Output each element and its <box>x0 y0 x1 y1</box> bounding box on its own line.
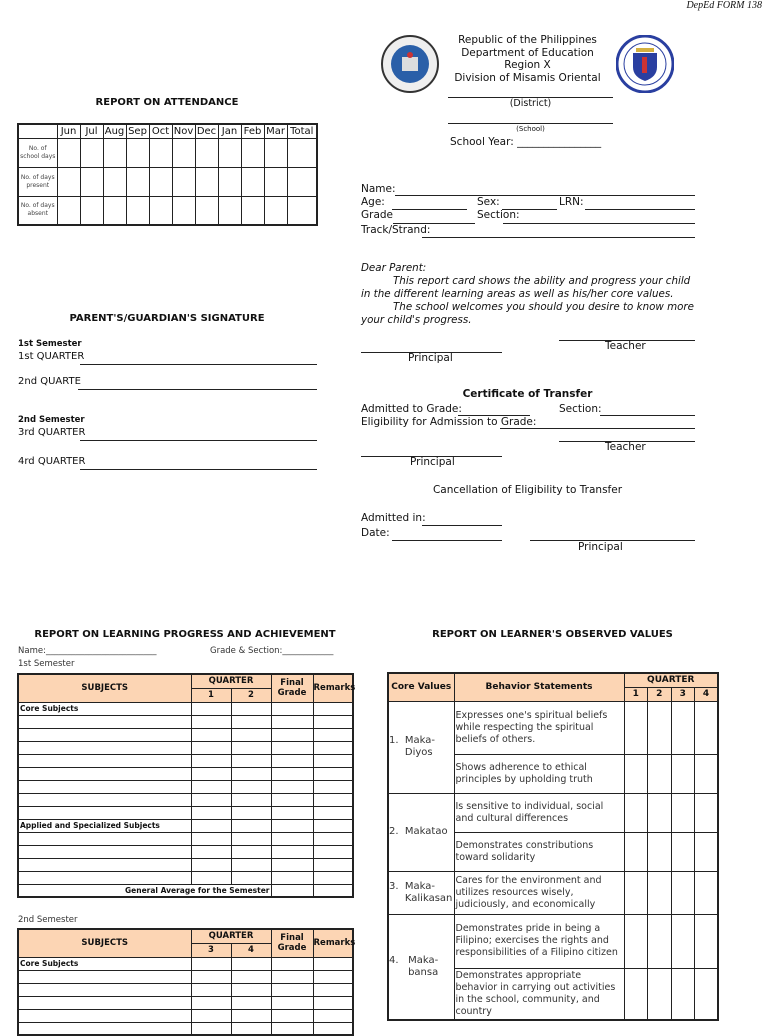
subject-row <box>18 806 353 819</box>
subject-row <box>18 983 353 996</box>
transfer-section-field[interactable] <box>600 415 695 416</box>
grade-cell[interactable] <box>231 780 271 793</box>
rating-cell[interactable] <box>671 968 695 1020</box>
grade-cell[interactable] <box>231 858 271 871</box>
principal-label: Principal <box>408 352 453 364</box>
grade-cell[interactable] <box>191 832 231 845</box>
letter-p2a: The school welcomes you should you desire to know more <box>393 301 694 313</box>
grade-cell[interactable] <box>271 819 313 832</box>
quarter-header: QUARTER <box>191 929 271 943</box>
quarter-number: 4 <box>695 687 719 701</box>
parent-signature-title: PARENT'S/GUARDIAN'S SIGNATURE <box>69 313 265 324</box>
rating-cell[interactable] <box>671 871 695 914</box>
grade-cell[interactable] <box>271 996 313 1009</box>
rating-cell[interactable] <box>648 968 672 1020</box>
grade-cell[interactable] <box>191 845 231 858</box>
subject-row <box>18 884 353 897</box>
grade-cell[interactable] <box>191 780 231 793</box>
month-header: Total <box>287 124 317 138</box>
rating-cell[interactable] <box>624 968 648 1020</box>
month-header: Jan <box>218 124 241 138</box>
grade-cell[interactable] <box>271 832 313 845</box>
month-header: Sep <box>126 124 149 138</box>
letter-greeting: Dear Parent: <box>361 262 427 274</box>
grade-cell[interactable] <box>313 754 353 767</box>
transfer-section-label: Section: <box>559 403 602 415</box>
header-department: Department of Education <box>461 46 594 59</box>
school-year[interactable]: School Year: ________________ <box>450 136 602 148</box>
month-header: Jul <box>80 124 103 138</box>
month-header: Feb <box>241 124 264 138</box>
behavior-statement: Shows adherence to ethical principles by upholding truth <box>454 754 624 793</box>
attendance-cell[interactable] <box>172 196 195 225</box>
attendance-cell[interactable] <box>126 167 149 196</box>
sem1-progress-label: 1st Semester <box>18 659 75 669</box>
grade-cell[interactable] <box>271 728 313 741</box>
month-header: Mar <box>264 124 287 138</box>
value-row <box>388 793 718 832</box>
attendance-cell[interactable] <box>241 167 264 196</box>
subjects-header: SUBJECTS <box>18 674 191 702</box>
subject-row <box>18 780 353 793</box>
q2-signature-line[interactable] <box>78 389 317 390</box>
month-header: Aug <box>104 125 125 137</box>
age-label: Age: <box>361 196 385 208</box>
final-grade-header: Final Grade <box>271 674 313 702</box>
grade-cell[interactable] <box>271 754 313 767</box>
attendance-cell[interactable] <box>57 138 80 167</box>
rating-cell[interactable] <box>695 832 719 871</box>
grade-cell[interactable] <box>231 793 271 806</box>
subject-cell[interactable] <box>18 767 191 780</box>
subject-cell[interactable] <box>18 970 191 983</box>
attendance-cell[interactable] <box>149 138 172 167</box>
rating-cell[interactable] <box>671 701 695 754</box>
grade-cell[interactable] <box>271 871 313 884</box>
attendance-cell[interactable] <box>195 138 218 167</box>
grade-cell[interactable] <box>231 702 271 715</box>
cancellation-title: Cancellation of Eligibility to Transfer <box>432 484 623 496</box>
sem1-grades-table <box>17 673 354 898</box>
grade-cell[interactable] <box>313 728 353 741</box>
subject-row <box>18 767 353 780</box>
value-row <box>388 701 718 754</box>
values-title: REPORT ON LEARNER'S OBSERVED VALUES <box>432 629 673 640</box>
admitted-in-label: Admitted in: <box>361 512 426 524</box>
subject-cell[interactable] <box>18 741 191 754</box>
grade-cell[interactable] <box>271 957 313 970</box>
grade-cell[interactable] <box>231 996 271 1009</box>
grade-cell[interactable] <box>313 832 353 845</box>
subject-row <box>18 996 353 1009</box>
attendance-cell[interactable] <box>195 167 218 196</box>
subject-cell[interactable] <box>18 871 191 884</box>
attendance-cell[interactable] <box>103 138 126 167</box>
grade-cell[interactable] <box>271 793 313 806</box>
grade-cell[interactable] <box>271 845 313 858</box>
grade-cell[interactable] <box>191 871 231 884</box>
subject-row <box>18 741 353 754</box>
progress-name[interactable]: Name:__________________________ <box>18 646 157 656</box>
applied-label: Applied and Specialized Subjects <box>18 819 191 832</box>
subject-cell[interactable] <box>18 845 191 858</box>
attendance-cell[interactable] <box>126 196 149 225</box>
grade-cell[interactable] <box>191 858 231 871</box>
grade-cell[interactable] <box>191 754 231 767</box>
quarter-number: 1 <box>191 688 231 702</box>
values-quarter-header: QUARTER <box>624 673 718 687</box>
date-label: Date: <box>361 527 390 539</box>
subject-row <box>18 871 353 884</box>
subject-cell[interactable] <box>18 754 191 767</box>
attendance-row <box>18 196 317 225</box>
grade-cell[interactable] <box>231 871 271 884</box>
transfer-teacher-label: Teacher <box>605 441 646 453</box>
subject-cell[interactable] <box>18 806 191 819</box>
grade-cell[interactable] <box>271 741 313 754</box>
sem2-progress-label: 2nd Semester <box>18 915 78 925</box>
age-field[interactable] <box>392 209 467 210</box>
rating-cell[interactable] <box>648 832 672 871</box>
rating-cell[interactable] <box>695 701 719 754</box>
rating-cell[interactable] <box>671 832 695 871</box>
quarter-number: 3 <box>191 943 231 957</box>
remarks-header: Remarks <box>313 929 353 957</box>
q3-label: 3rd QUARTER <box>18 427 86 438</box>
core-label: Core Subjects <box>18 957 191 970</box>
grade-cell[interactable] <box>271 983 313 996</box>
attendance-row <box>18 138 317 167</box>
grade-cell[interactable] <box>313 780 353 793</box>
attendance-cell[interactable] <box>264 167 287 196</box>
subject-cell[interactable] <box>18 832 191 845</box>
grade-cell[interactable] <box>313 983 353 996</box>
rating-cell[interactable] <box>671 914 695 968</box>
subject-cell[interactable] <box>18 715 191 728</box>
grade-cell[interactable] <box>271 1009 313 1022</box>
attendance-cell[interactable] <box>287 167 317 196</box>
core-value-label: 2. Makatao <box>388 793 454 871</box>
attendance-cell[interactable] <box>195 196 218 225</box>
grade-cell[interactable] <box>231 806 271 819</box>
grade-cell[interactable] <box>231 1009 271 1022</box>
grade-cell[interactable] <box>231 845 271 858</box>
value-row <box>388 914 718 968</box>
behavior-statement: Cares for the environment and utilizes resources wisely, judiciously, and economically <box>454 871 624 914</box>
q2-label: 2nd QUARTE <box>18 376 81 387</box>
attendance-cell[interactable] <box>80 196 103 225</box>
grade-cell[interactable] <box>191 1009 231 1022</box>
attendance-cell[interactable] <box>287 196 317 225</box>
header-republic: Republic of the Philippines <box>458 34 597 46</box>
subject-row <box>18 715 353 728</box>
behavior-statement: Is sensitive to individual, social and cultural differences <box>454 793 624 832</box>
eligibility-field[interactable] <box>500 428 695 429</box>
behavior-header: Behavior Statements <box>454 673 624 701</box>
core-value-label: 3. Maka- Kalikasan <box>388 871 454 914</box>
core-value-label: 4. Maka- bansa <box>388 914 454 1020</box>
behavior-statement: Demonstrates pride in being a Filipino; exercises the rights and responsibilities of a Filipino citizen <box>454 914 624 968</box>
q1-label: 1st QUARTER <box>18 351 85 362</box>
subject-row <box>18 728 353 741</box>
section-label: Section: <box>477 209 520 221</box>
attendance-cell[interactable] <box>80 167 103 196</box>
q4-label: 4rd QUARTER <box>18 456 86 467</box>
month-header: Nov <box>173 125 194 137</box>
grade-cell[interactable] <box>313 819 353 832</box>
subject-cell[interactable] <box>18 728 191 741</box>
grade-cell[interactable] <box>191 715 231 728</box>
sem2-grades-table <box>17 928 354 1036</box>
subject-row <box>18 832 353 845</box>
grade-cell[interactable] <box>313 871 353 884</box>
grade-cell[interactable] <box>191 957 231 970</box>
grade-cell[interactable] <box>271 780 313 793</box>
grade-cell[interactable] <box>191 767 231 780</box>
subject-cell[interactable] <box>18 858 191 871</box>
subject-row <box>18 754 353 767</box>
remarks-header: Remarks <box>313 674 353 702</box>
attendance-title: REPORT ON ATTENDANCE <box>95 97 239 108</box>
attendance-cell[interactable] <box>80 138 103 167</box>
attendance-cell[interactable] <box>264 196 287 225</box>
header-region: Region X <box>504 59 551 72</box>
transfer-title: Certificate of Transfer <box>462 388 593 400</box>
rating-cell[interactable] <box>695 914 719 968</box>
grade-cell[interactable] <box>231 983 271 996</box>
attendance-cell[interactable] <box>218 196 241 225</box>
grade-cell[interactable] <box>313 715 353 728</box>
rating-cell[interactable] <box>624 793 648 832</box>
letter-p1b: in the different learning areas as well as his/her core values. <box>361 288 674 300</box>
attendance-cell[interactable] <box>287 138 317 167</box>
letter-p1a: This report card shows the ability and progress your child <box>393 275 691 287</box>
sex-label: Sex: <box>477 196 500 208</box>
subject-row <box>18 702 353 715</box>
subject-row <box>18 957 353 970</box>
attendance-cell[interactable] <box>218 167 241 196</box>
grade-cell[interactable] <box>191 983 231 996</box>
attendance-cell[interactable] <box>103 167 126 196</box>
form-id: DepEd FORM 138 <box>686 0 762 11</box>
grade-cell[interactable] <box>191 819 231 832</box>
grade-cell[interactable] <box>271 715 313 728</box>
subject-cell[interactable] <box>18 793 191 806</box>
attendance-cell[interactable] <box>172 138 195 167</box>
rating-cell[interactable] <box>648 754 672 793</box>
rating-cell[interactable] <box>695 968 719 1020</box>
subject-row <box>18 819 353 832</box>
grade-cell[interactable] <box>313 793 353 806</box>
rating-cell[interactable] <box>648 793 672 832</box>
attendance-cell[interactable] <box>57 196 80 225</box>
letter-p2b: your child's progress. <box>361 314 472 326</box>
grade-cell[interactable] <box>313 702 353 715</box>
attendance-row-label: No. of days absent <box>18 196 57 225</box>
date-field[interactable] <box>392 540 502 541</box>
rating-cell[interactable] <box>671 754 695 793</box>
progress-title: REPORT ON LEARNING PROGRESS AND ACHIEVEMENT <box>34 629 336 640</box>
rating-cell[interactable] <box>624 754 648 793</box>
q1-signature-line[interactable] <box>80 364 317 365</box>
behavior-statement: Expresses one's spiritual beliefs while respecting the spiritual beliefs of others. <box>454 701 624 754</box>
grade-cell[interactable] <box>313 767 353 780</box>
attendance-cell[interactable] <box>149 167 172 196</box>
grade-cell[interactable] <box>231 957 271 970</box>
subject-row <box>18 970 353 983</box>
attendance-cell[interactable] <box>264 138 287 167</box>
value-row <box>388 871 718 914</box>
progress-grade-section[interactable]: Grade & Section:____________ <box>210 646 334 656</box>
grade-cell[interactable] <box>271 806 313 819</box>
rating-cell[interactable] <box>624 914 648 968</box>
grade-cell[interactable] <box>191 970 231 983</box>
grade-cell[interactable] <box>313 1009 353 1022</box>
attendance-row <box>18 167 317 196</box>
grade-cell[interactable] <box>231 832 271 845</box>
rating-cell[interactable] <box>648 914 672 968</box>
grade-cell[interactable] <box>231 970 271 983</box>
sem1-label: 1st Semester <box>18 339 82 349</box>
general-average-label: General Average for the Semester <box>18 884 271 897</box>
rating-cell[interactable] <box>695 754 719 793</box>
grade-cell[interactable] <box>191 741 231 754</box>
attendance-cell[interactable] <box>218 138 241 167</box>
grade-cell[interactable] <box>271 858 313 871</box>
rating-cell[interactable] <box>695 793 719 832</box>
grade-cell[interactable] <box>231 741 271 754</box>
subjects-header: SUBJECTS <box>18 929 191 957</box>
behavior-statement: Demonstrates constributions toward solidarity <box>454 832 624 871</box>
school-line[interactable] <box>448 123 613 124</box>
subject-row <box>18 845 353 858</box>
grade-cell[interactable] <box>191 728 231 741</box>
attendance-row-label: No. of school days <box>18 138 57 167</box>
quarter-number: 4 <box>231 943 271 957</box>
grade-cell[interactable] <box>231 767 271 780</box>
quarter-number: 2 <box>648 687 672 701</box>
track-label: Track/Strand: <box>361 224 431 236</box>
subject-cell[interactable] <box>18 983 191 996</box>
attendance-cell[interactable] <box>241 138 264 167</box>
subject-row <box>18 793 353 806</box>
attendance-corner <box>18 124 57 138</box>
behavior-statement: Demonstrates appropriate behavior in carrying out activities in the school, community, and country <box>454 968 624 1020</box>
attendance-cell[interactable] <box>241 196 264 225</box>
quarter-number: 3 <box>671 687 695 701</box>
grade-cell[interactable] <box>313 858 353 871</box>
district-label: (District) <box>509 98 552 109</box>
core-label: Core Subjects <box>18 702 191 715</box>
grade-cell[interactable] <box>191 702 231 715</box>
subject-cell[interactable] <box>18 780 191 793</box>
subject-cell[interactable] <box>18 1009 191 1022</box>
rating-cell[interactable] <box>695 871 719 914</box>
final-grade-header: Final Grade <box>271 929 313 957</box>
transfer-principal-label: Principal <box>410 456 455 468</box>
rating-cell[interactable] <box>624 701 648 754</box>
grade-cell[interactable] <box>231 715 271 728</box>
grade-cell[interactable] <box>231 819 271 832</box>
grade-cell[interactable] <box>191 793 231 806</box>
name-label: Name: <box>361 183 396 195</box>
cancel-principal-label: Principal <box>578 541 623 553</box>
grade-label: Grade <box>361 209 394 221</box>
month-header: Dec <box>196 125 217 137</box>
grade-cell[interactable] <box>313 996 353 1009</box>
q4-signature-line[interactable] <box>80 469 317 470</box>
school-label: (School) <box>516 125 545 133</box>
lrn-label: LRN: <box>559 196 584 208</box>
observed-values-table <box>387 672 719 1021</box>
attendance-cell[interactable] <box>103 196 126 225</box>
grade-cell[interactable] <box>271 767 313 780</box>
quarter-number: 1 <box>624 687 648 701</box>
grade-cell[interactable] <box>271 884 313 897</box>
rating-cell[interactable] <box>624 871 648 914</box>
attendance-row-label: No. of days present <box>18 167 57 196</box>
grade-cell[interactable] <box>313 884 353 897</box>
eligibility-label: Eligibility for Admission to Grade: <box>361 416 537 428</box>
grade-cell[interactable] <box>313 970 353 983</box>
core-value-label: 1. Maka- Diyos <box>388 701 454 793</box>
grade-cell[interactable] <box>271 702 313 715</box>
attendance-cell[interactable] <box>57 167 80 196</box>
grade-cell[interactable] <box>313 806 353 819</box>
grade-cell[interactable] <box>191 996 231 1009</box>
attendance-table <box>17 123 318 226</box>
rating-cell[interactable] <box>624 832 648 871</box>
grade-cell[interactable] <box>313 741 353 754</box>
grade-cell[interactable] <box>191 806 231 819</box>
track-field[interactable] <box>422 237 695 238</box>
lrn-field[interactable] <box>585 209 695 210</box>
grade-cell[interactable] <box>313 957 353 970</box>
month-header: Jun <box>57 124 80 138</box>
grade-cell[interactable] <box>231 754 271 767</box>
subject-row <box>18 1009 353 1022</box>
quarter-number: 2 <box>231 688 271 702</box>
rating-cell[interactable] <box>648 701 672 754</box>
subject-row <box>18 858 353 871</box>
month-header: Oct <box>149 124 172 138</box>
q3-signature-line[interactable] <box>80 440 317 441</box>
attendance-cell[interactable] <box>149 196 172 225</box>
core-values-header: Core Values <box>388 673 454 701</box>
attendance-cell[interactable] <box>172 167 195 196</box>
attendance-cell[interactable] <box>126 138 149 167</box>
admitted-in-field[interactable] <box>422 525 502 526</box>
header-division: Division of Misamis Oriental <box>454 71 601 84</box>
sem2-label: 2nd Semester <box>18 415 85 425</box>
rating-cell[interactable] <box>671 793 695 832</box>
grade-cell[interactable] <box>313 845 353 858</box>
name-field[interactable] <box>395 195 695 196</box>
grade-cell[interactable] <box>231 728 271 741</box>
subject-cell[interactable] <box>18 996 191 1009</box>
teacher-label: Teacher <box>605 340 646 352</box>
section-field[interactable] <box>503 223 695 224</box>
rating-cell[interactable] <box>648 871 672 914</box>
admitted-grade-label: Admitted to Grade: <box>361 403 462 415</box>
quarter-header: QUARTER <box>191 674 271 688</box>
grade-cell[interactable] <box>271 970 313 983</box>
